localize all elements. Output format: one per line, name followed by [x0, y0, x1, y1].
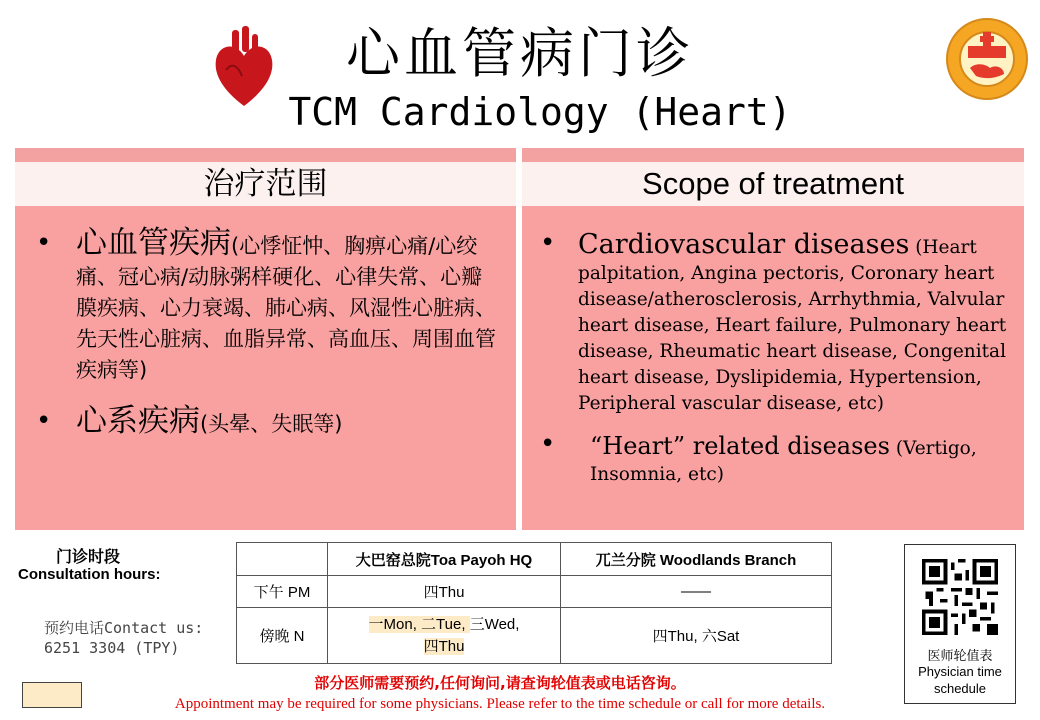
cell-pm-woodlands: —— — [561, 576, 832, 608]
column-header-toa-payoh: 大巴窑总院Toa Payoh HQ — [328, 543, 561, 576]
regular-day: 三Wed, — [469, 615, 520, 633]
table-row — [237, 608, 832, 664]
disease-category-detail: (Vertigo, Insomnia, etc) — [590, 438, 977, 485]
bullet-dot: • — [36, 228, 52, 258]
left-top-band — [15, 148, 516, 162]
anatomical-heart-icon — [212, 26, 276, 110]
disease-category-detail: (心悸怔忡、胸痹心痛/心绞痛、冠心病/动脉粥样硬化、心律失常、心瓣膜疾病、心力衰竭、肺心病、风湿性心脏病、先天性心脏病、血脂异常、高血压、周围血管疾病等) — [76, 234, 496, 382]
cell-evening-toa-payoh — [328, 608, 561, 664]
appointment-note-chinese: 部分医师需要预约,任何询问,请查询轮值表或电话咨询。 — [314, 674, 686, 692]
consultation-hours-table — [236, 542, 832, 664]
scope-heading-english: Scope of treatment — [522, 162, 1024, 206]
bullet-dot: • — [36, 406, 52, 436]
highlighted-days: 四Thu — [423, 637, 465, 655]
schedule-label-line1: Physician time — [918, 664, 1002, 679]
cell-evening-woodlands: 四Thu, 六Sat — [561, 608, 832, 664]
schedule-label-line2: schedule — [933, 681, 987, 696]
cell-pm-toa-payoh: 四Thu — [328, 576, 561, 608]
column-header-woodlands: 兀兰分院 Woodlands Branch — [561, 543, 832, 576]
row-label-pm: 下午 PM — [237, 576, 328, 608]
list-item — [540, 228, 1010, 417]
disease-category-detail: (头晕、失眠等) — [200, 412, 343, 436]
contact-phone[interactable]: 6251 3304 (TPY) — [44, 639, 180, 657]
highlighted-days: 一Mon, 二Tue, — [368, 615, 470, 633]
page-title-english: TCM Cardiology (Heart) — [288, 90, 792, 134]
chinese-disease-list — [36, 225, 496, 440]
scope-heading-chinese: 治疗范围 — [15, 162, 516, 206]
contact-label: 预约电话Contact us: — [44, 619, 204, 637]
qr-code-icon[interactable] — [922, 559, 998, 635]
consultation-label-chinese: 门诊时段 — [56, 547, 121, 566]
disease-category-title: Cardiovascular diseases — [578, 229, 910, 260]
disease-category-title: “Heart” related diseases — [590, 432, 890, 460]
disease-category-detail: (Heart palpitation, Angina pectoris, Coronary heart disease/atherosclerosis, Arrhythmia, Valvular heart disease, Heart failure, Pulmonary heart disease, Rheumatic heart disease, Congenital heart disease, Dyslipidemia, Hypertension, Peripheral vascular disease, etc) — [578, 237, 1007, 414]
appointment-note-english: Appointment may be required for some physicians. Please refer to the time schedule or call for more details. — [174, 696, 826, 712]
disease-category-title: 心系疾病 — [76, 403, 200, 439]
bullet-dot: • — [540, 228, 556, 258]
table-row — [237, 576, 832, 608]
bullet-dot: • — [540, 429, 556, 459]
english-disease-list — [540, 228, 1010, 488]
table-header-row — [237, 543, 832, 576]
chung-hwa-medical-institution-logo — [946, 18, 1028, 100]
row-label-evening: 傍晚 N — [237, 608, 328, 664]
page-title-chinese: 心血管病门诊 — [346, 22, 694, 85]
list-item — [36, 403, 496, 440]
table-corner-cell — [237, 543, 328, 576]
contact-info — [44, 618, 244, 658]
consultation-label-english: Consultation hours: — [18, 566, 161, 583]
right-top-band — [522, 148, 1024, 162]
list-item — [36, 225, 496, 386]
list-item — [540, 429, 1010, 488]
disease-category-title: 心血管疾病 — [76, 225, 231, 261]
schedule-label-chinese: 医师轮值表 — [927, 649, 993, 664]
